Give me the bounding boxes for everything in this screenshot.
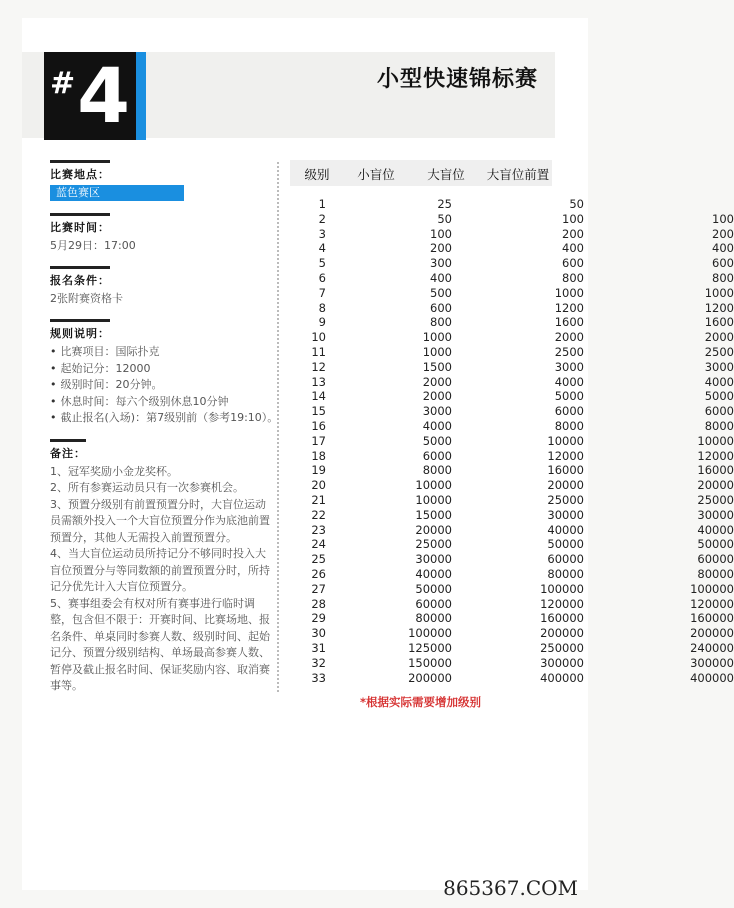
cell-level: 32	[311, 655, 326, 670]
cell-big-blind: 2000	[554, 330, 584, 345]
table-row	[290, 507, 734, 523]
page-title: 小型快速锦标赛	[376, 67, 538, 92]
bullet-icon: •	[50, 361, 57, 375]
requirement-label: 报名条件：	[50, 266, 110, 288]
cell-level: 23	[311, 522, 326, 537]
table-row	[290, 448, 734, 464]
cell-ante: 30000	[697, 507, 734, 522]
cell-big-blind: 600	[562, 256, 584, 271]
requirement-section	[50, 266, 280, 307]
cell-small-blind: 200000	[408, 670, 452, 685]
cell-big-blind: 1000	[554, 285, 584, 300]
bullet-icon: •	[50, 378, 57, 391]
venue-section	[50, 160, 280, 201]
bullet-icon: •	[50, 394, 57, 408]
table-row	[290, 315, 734, 330]
cell-big-blind: 20000	[547, 478, 584, 493]
cell-ante: 8000	[704, 418, 734, 433]
venue-label: 比赛地点：	[50, 160, 110, 182]
cell-level: 17	[311, 433, 326, 448]
cell-small-blind: 50000	[415, 581, 452, 596]
cell-big-blind: 12000	[547, 448, 584, 463]
cell-level: 8	[318, 300, 326, 315]
cell-level: 31	[311, 640, 326, 655]
cell-level: 2	[318, 211, 326, 226]
cell-big-blind: 100000	[540, 581, 584, 596]
cell-ante: 40000	[697, 522, 734, 537]
cell-ante: 800	[712, 270, 734, 285]
note-line: 4、当大盲位运动员所持记分不够同时投入大	[50, 547, 266, 560]
cell-level: 25	[311, 552, 326, 567]
cell-ante: 10000	[697, 433, 734, 448]
cell-big-blind: 400000	[540, 670, 584, 685]
section-number-hash: #	[49, 65, 76, 101]
venue-value: 蓝色赛区	[50, 185, 184, 201]
cell-level: 29	[311, 611, 326, 626]
table-row	[290, 640, 734, 656]
cell-big-blind: 30000	[547, 507, 584, 522]
cell-ante: 400	[712, 241, 734, 256]
table-row	[290, 389, 734, 404]
cell-big-blind: 120000	[540, 596, 584, 611]
cell-big-blind: 50000	[547, 537, 584, 552]
cell-big-blind: 16000	[547, 463, 584, 478]
table-row	[290, 226, 734, 242]
cell-ante: 3000	[704, 359, 734, 374]
cell-level: 20	[311, 478, 326, 493]
cell-level: 6	[318, 270, 326, 285]
table-row	[290, 344, 734, 360]
table-row	[290, 374, 734, 390]
cell-level: 5	[318, 256, 326, 271]
cell-ante: 50000	[697, 537, 734, 552]
note-line: 1、冠军奖励小金龙奖杯。	[50, 464, 178, 478]
cell-level: 4	[318, 241, 326, 256]
cell-level: 19	[311, 463, 326, 478]
note-line: 员需额外投入一个大盲位预置分作为底池前置	[50, 514, 270, 527]
cell-big-blind: 50	[569, 197, 584, 211]
cell-small-blind: 2000	[422, 374, 452, 389]
cell-ante: 240000	[690, 640, 734, 655]
table-row	[290, 522, 734, 538]
cell-small-blind: 1000	[422, 330, 452, 345]
cell-ante: 6000	[704, 404, 734, 419]
time-section	[50, 213, 280, 254]
cell-small-blind: 50	[437, 211, 452, 226]
cell-ante: 16000	[697, 463, 734, 478]
cell-small-blind: 60000	[415, 596, 452, 611]
note-line: 记分、预置分级别结构、单场最高参赛人数、	[50, 646, 270, 659]
cell-level: 26	[311, 566, 326, 581]
cell-small-blind: 3000	[422, 404, 452, 419]
rule-item: • 休息时间：每六个级别休息10分钟	[50, 394, 229, 408]
cell-level: 16	[311, 418, 326, 433]
rule-item: • 级别时间：20分钟。	[50, 378, 163, 391]
table-row	[290, 655, 734, 671]
cell-small-blind: 200	[430, 241, 452, 256]
cell-big-blind: 8000	[554, 418, 584, 433]
table-row	[290, 463, 734, 478]
watermark: 865367.COM	[443, 876, 578, 900]
table-row	[290, 552, 734, 567]
notes-section	[50, 439, 280, 695]
cell-small-blind: 20000	[415, 522, 452, 537]
header-ante: 大盲位前置	[486, 167, 550, 182]
cell-ante: 120000	[690, 596, 734, 611]
cell-small-blind: 1500	[422, 359, 452, 374]
table-row	[290, 256, 734, 271]
cell-small-blind: 400	[430, 270, 452, 285]
cell-big-blind: 10000	[547, 433, 584, 448]
cell-ante: 2500	[704, 344, 734, 359]
table-row	[290, 670, 734, 686]
cell-level: 33	[311, 670, 326, 685]
bullet-icon: •	[50, 411, 57, 424]
cell-big-blind: 400	[562, 241, 584, 256]
note-line: 名条件、单桌同时参赛人数、级别时间、起始	[50, 629, 270, 643]
table-row	[290, 611, 734, 626]
cell-small-blind: 10000	[415, 492, 452, 507]
header-level: 级别	[304, 167, 330, 182]
cell-level: 27	[311, 581, 326, 596]
cell-level: 13	[311, 374, 326, 389]
table-row	[290, 626, 734, 641]
table-row	[290, 241, 734, 256]
cell-small-blind: 100	[430, 226, 452, 241]
cell-big-blind: 25000	[547, 492, 584, 507]
notes-label: 备注：	[50, 439, 86, 461]
cell-big-blind: 60000	[547, 552, 584, 567]
cell-ante: 400000	[690, 670, 734, 685]
event-details	[50, 160, 280, 707]
table-row	[290, 359, 734, 375]
cell-level: 15	[311, 404, 326, 419]
note-line: 事等。	[50, 679, 83, 692]
cell-ante: 160000	[690, 611, 734, 626]
cell-small-blind: 100000	[408, 626, 452, 641]
cell-level: 10	[311, 330, 326, 345]
section-number	[44, 52, 136, 140]
note-line: 2、所有参赛运动员只有一次参赛机会。	[50, 481, 244, 494]
bullet-icon: •	[50, 345, 57, 358]
cell-big-blind: 100	[562, 211, 584, 226]
cell-small-blind: 10000	[415, 478, 452, 493]
cell-big-blind: 5000	[554, 389, 584, 404]
cell-ante: 1000	[704, 285, 734, 300]
cell-small-blind: 6000	[422, 448, 452, 463]
note-line: 3、预置分级别有前置预置分时，大盲位运动	[50, 497, 266, 511]
rule-item: • 起始记分：12000	[50, 361, 151, 375]
cell-ante: 5000	[704, 389, 734, 404]
cell-level: 21	[311, 492, 326, 507]
cell-small-blind: 25	[437, 197, 452, 211]
cell-ante: 100000	[690, 581, 734, 596]
table-row	[290, 418, 734, 434]
cell-big-blind: 250000	[540, 640, 584, 655]
cell-ante: 1600	[704, 315, 734, 330]
cell-big-blind: 200000	[540, 626, 584, 641]
column-divider	[277, 162, 279, 692]
table-row	[290, 270, 734, 286]
cell-big-blind: 2500	[554, 344, 584, 359]
cell-level: 7	[318, 285, 326, 300]
cell-level: 14	[311, 389, 326, 404]
note-line: 暂停及截止报名时间、保证奖励内容、取消赛	[50, 662, 270, 676]
notes-list	[50, 464, 280, 695]
cell-small-blind: 8000	[422, 463, 452, 478]
table-row	[290, 537, 734, 552]
time-value: 5月29日：17:00	[50, 239, 136, 252]
cell-small-blind: 300	[430, 256, 452, 271]
cell-level: 11	[311, 344, 326, 359]
note-line: 盲位预置分与等同数额的前置预置分时，所持	[50, 563, 270, 577]
cell-ante: 600	[712, 256, 734, 271]
note-line: 记分优先计入大盲位预置分。	[50, 580, 193, 593]
cell-big-blind: 80000	[547, 566, 584, 581]
cell-small-blind: 25000	[415, 537, 452, 552]
cell-small-blind: 4000	[422, 418, 452, 433]
requirement-value: 2张附赛资格卡	[50, 292, 123, 305]
blind-table-body	[290, 197, 734, 685]
cell-level: 30	[311, 626, 326, 641]
cell-level: 28	[311, 596, 326, 611]
cell-ante: 80000	[697, 566, 734, 581]
table-row	[290, 478, 734, 493]
note-line: 5、赛事组委会有权对所有赛事进行临时调	[50, 596, 255, 610]
cell-small-blind: 30000	[415, 552, 452, 567]
cell-ante: 200	[712, 226, 734, 241]
cell-big-blind: 40000	[547, 522, 584, 537]
table-row	[290, 330, 734, 345]
cell-ante: 300000	[690, 655, 734, 670]
cell-ante: 25000	[697, 492, 734, 507]
time-label: 比赛时间：	[50, 213, 110, 235]
note-line: 整，包含但不限于：开赛时间、比赛场地、报	[50, 613, 270, 626]
table-row	[290, 197, 584, 212]
rules-label: 规则说明：	[50, 319, 110, 341]
cell-level: 24	[311, 537, 326, 552]
cell-big-blind: 1600	[554, 315, 584, 330]
cell-small-blind: 2000	[422, 389, 452, 404]
cell-level: 22	[311, 507, 326, 522]
cell-ante: 12000	[697, 448, 734, 463]
cell-small-blind: 5000	[422, 433, 452, 448]
cell-small-blind: 800	[430, 315, 452, 330]
table-row	[290, 433, 734, 449]
header-small-blind: 小盲位	[357, 167, 395, 182]
cell-big-blind: 300000	[540, 655, 584, 670]
cell-ante: 20000	[697, 478, 734, 493]
cell-ante: 1200	[704, 300, 734, 315]
cell-small-blind: 150000	[408, 655, 452, 670]
table-footnote: *根据实际需要增加级别	[360, 695, 482, 709]
rule-item: • 截止报名(入场)：第7级别前（参考19:10）。	[50, 411, 279, 424]
cell-small-blind: 40000	[415, 566, 452, 581]
rules-list	[50, 344, 280, 427]
table-row	[290, 285, 734, 301]
cell-big-blind: 160000	[540, 611, 584, 626]
note-line: 预置分，其他人无需投入前置预置分。	[50, 530, 237, 544]
cell-ante: 200000	[690, 626, 734, 641]
cell-small-blind: 1000	[422, 344, 452, 359]
cell-level: 12	[311, 359, 326, 374]
table-row	[290, 300, 734, 316]
table-row	[290, 211, 734, 227]
section-number-accent	[136, 52, 146, 140]
cell-big-blind: 4000	[554, 374, 584, 389]
table-row	[290, 581, 734, 597]
rule-item: • 比赛项目：国际扑克	[50, 345, 160, 358]
blind-table-header	[290, 160, 552, 186]
cell-small-blind: 80000	[415, 611, 452, 626]
cell-ante: 2000	[704, 330, 734, 345]
cell-small-blind: 600	[430, 300, 452, 315]
cell-ante: 4000	[704, 374, 734, 389]
cell-ante: 100	[712, 211, 734, 226]
cell-level: 9	[318, 315, 326, 330]
table-row	[290, 492, 734, 508]
section-number-digit: 4	[77, 51, 131, 140]
cell-level: 1	[318, 197, 326, 211]
cell-small-blind: 500	[430, 285, 452, 300]
table-row	[290, 404, 734, 419]
header-big-blind: 大盲位	[427, 167, 465, 182]
cell-big-blind: 3000	[554, 359, 584, 374]
cell-big-blind: 1200	[554, 300, 584, 315]
cell-big-blind: 800	[562, 270, 584, 285]
cell-level: 3	[318, 226, 326, 241]
cell-big-blind: 200	[562, 226, 584, 241]
cell-small-blind: 15000	[415, 507, 452, 522]
rules-section	[50, 319, 280, 427]
cell-ante: 60000	[697, 552, 734, 567]
cell-level: 18	[311, 448, 326, 463]
table-row	[290, 566, 734, 582]
cell-small-blind: 125000	[408, 640, 452, 655]
table-row	[290, 596, 734, 612]
cell-big-blind: 6000	[554, 404, 584, 419]
